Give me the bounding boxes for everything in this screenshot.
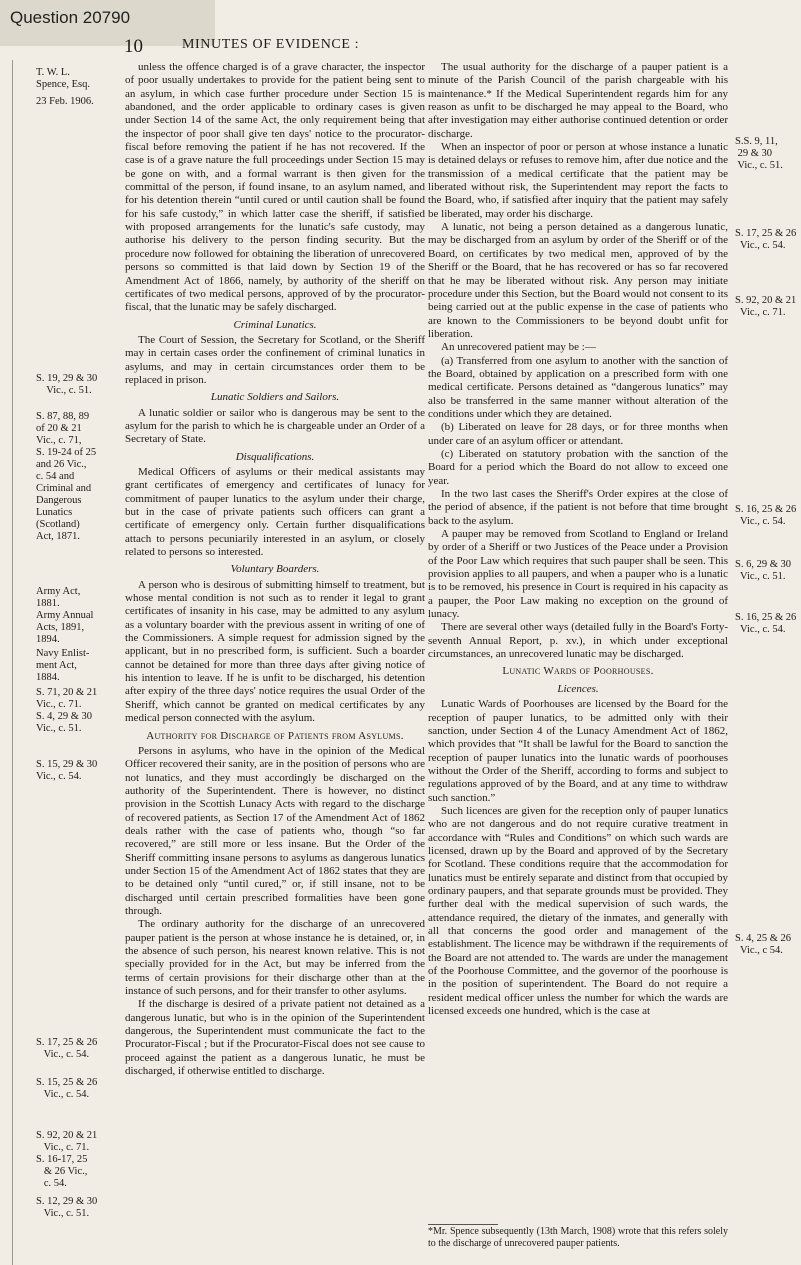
text-column-left [125, 61, 425, 1078]
paragraph: A person who is desirous of submitting himself to treatment, but whose mental condition is not such as to render it legal to grant certificates of insanity in his case, may be admitted to any asylum as a voluntary boarder with the previous assent in writing of one of the Commissioners. A simple request for admission signed by the applicant, but in no prescribed form, is sufficient. Such a boarder cannot be detained for more than three days after giving notice of his intention to leave. If he is unfit to be discharged, his detention after expiry of the three days' notice requires the usual Order of the Sheriff, which cannot be granted on medical certificates by any medical person connected with the asylum. [125, 578, 425, 725]
section-heading: Criminal Lunatics. [233, 318, 317, 331]
paragraph: If the discharge is desired of a private patient not detained as a dangerous lunatic, but who is in the opinion of the Superintendent dangerous, the Superintendent must communicate the fact to the Procurator-Fiscal ; but if the Procurator-Fiscal does not see cause to proceed against the patient as a dangerous lunatic, he must be discharged, if otherwise entitled to discharge. [125, 998, 425, 1078]
section-heading: Voluntary Boarders. [230, 563, 320, 576]
margin-citation: S. 92, 20 & 21 Vic., c. 71. [735, 295, 797, 318]
paragraph: A pauper may be removed from Scotland to England or Ireland by order of a Sheriff or two Justices of the Peace under a Provision of the Poor Law which requires that such pauper shall be seen. This provision applies to all paupers, and when a pauper who is a lunatic is to be removed, his presence in Court is required in his capacity as a pauper, the Poor Law making no exception on the ground of lunacy. [428, 528, 728, 621]
margin-citation: Navy Enlist- ment Act, 1884. [36, 648, 90, 683]
paragraph: Lunatic Wards of Poorhouses are licensed by the Board for the reception of pauper lunatics, to be admitted only with their sanction, under Section 4 of the Lunacy Amendment Act of 1862, which provides that “It shall be lawful for the Board to sanction the reception of pauper lunatics into the lunatic wards of poorhouses without the Order of the Sheriff, according to forms and subject to regulations approved of by the Board, and at any time to withdraw such sanction.” [428, 698, 728, 804]
margin-citation: S. 6, 29 & 30 Vic., c. 51. [735, 559, 792, 582]
paragraph: In the two last cases the Sheriff's Order expires at the close of the period of absence, if the patient is not before that time brought back to the asylum. [428, 488, 728, 527]
paragraph: unless the offence charged is of a grave character, the inspector of poor usually undertakes to provide for the patient being sent to an asylum, in which case further procedure under Section 15 is abandoned, and the order applicable to ordinary cases is given under Section 14 of the same Act, the only requirement being that the inspector of poor shall give ten days' notice to the procurator-fiscal before removing the patient if he has not recovered. If the case is of a grave nature the full proceedings under Section 15 may be gone on with, and a formal warrant is then given for the committal of the person, if found insane, to an asylum named, and for his detention therein “until cured or until caution shall be found for his safe custody,” in which latter case the sheriff, if satisfied with proposed arrangements for the lunatic's safe custody, may authorise his delivery to the person finding security. But the procedure now followed for obtaining the liberation of unrecovered persons so committed is that laid down by Section 19 of the Amendment Act of 1866, namely, by authority of the sheriff on certificates of two medical persons, approved of by the procurator-fiscal, that the lunatic may be safely discharged. [125, 61, 425, 314]
section-heading: Licences. [557, 682, 599, 695]
section-heading: Lunatic Soldiers and Sailors. [210, 391, 340, 404]
margin-citation: S. 15, 29 & 30 Vic., c. 54. [36, 759, 98, 782]
paragraph: A lunatic, not being a person detained as a dangerous lunatic, may be discharged from an asylum by order of the Sheriff or of the Board, on certificates by two medical men, approved of by the Sheriff or the Board, that he has recovered or has so far recovered that he may be liberated without risk. Any person may initiate procedure under this Section, but the Board would not consent to its being carried out at the public expense in the case of patients who are known to the Commissioners to be beyond doubt unfit for liberation. [428, 221, 728, 340]
paragraph: The Court of Session, the Secretary for Scotland, or the Sheriff may in certain cases order the confinement of criminal lunatics in asylums, and may in certain circumstances order them to be replaced in prison. [125, 333, 425, 386]
page-number: 10 [124, 36, 143, 57]
margin-citation: S. 16, 25 & 26 Vic., c. 54. [735, 612, 797, 635]
margin-citation: S. 87, 88, 89 of 20 & 21 Vic., c. 71, S. 19-24 of 25 and 26 Vic., c. 54 and Criminal and Dangerous Lunatics (Scotland) Act, 1871. [36, 411, 97, 542]
margin-citation: T. W. L. Spence, Esq. [36, 67, 90, 90]
margin-citation: S. 17, 25 & 26 Vic., c. 54. [735, 228, 797, 251]
paragraph: Such licences are given for the reception only of pauper lunatics who are not dangerous and do not require curative treatment in accordance with “Rules and Conditions” on which such wards are licensed, drawn up by the Board and approved of by the Secretary for Scotland. These conditions require that the accommodation for lunatics must be entirely separate and distinct from that occupied by ordinary paupers, and that separate grounds must be provided. They further deal with the medical supervision of such wards, the attendance required, the dietary of the inmates, and generally with all that concerns the good order and management of the establishment. The licence may be withdrawn if the requirements of the Board are not attended to. The wards are under the management of the Poorhouse Committee, and the governor of the poorhouse is in the position of superintendent. The Board do not require a resident medical officer unless the number for which the wards are licensed exceeds one hundred, which is the case at [428, 804, 728, 1018]
margin-citation: S.S. 9, 11, 29 & 30 Vic., c. 51. [735, 136, 783, 171]
margin-citation: Army Act, 1881. Army Annual Acts, 1891, 1894. [36, 586, 94, 645]
paragraph: Medical Officers of asylums or their medical assistants may grant certificates of emergency and certificates of lunacy for commitment of pauper lunatics to the asylum under their charge, but in the case of private patients such officers can grant a certificate of emergency only. Certain further disqualifications attach to persons pecuniarily interested in an asylum, or closely related to persons so interested. [125, 465, 425, 559]
section-heading: Authority for Discharge of Patients from Asylums. [146, 729, 404, 742]
margin-citation: S. 17, 25 & 26 Vic., c. 54. [36, 1037, 98, 1060]
footnote: *Mr. Spence subsequently (13th March, 1908) wrote that this refers solely to the discharge of unrecovered pauper patients. [428, 1226, 728, 1249]
paragraph: The usual authority for the discharge of a pauper patient is a minute of the Parish Council of the parish chargeable with his maintenance.* If the Medical Superintendent regards him for any reason as unfit to be discharged he may appeal to the Board, who after investigation may either authorise continued detention or order discharge. [428, 61, 728, 140]
paragraph: A lunatic soldier or sailor who is dangerous may be sent to the asylum for the parish to which he is chargeable under an Order of a Secretary of State. [125, 406, 425, 446]
paragraph: There are several other ways (detailed fully in the Board's Forty-seventh Annual Report, p. xv.), in which under exceptional circumstances, an unrecovered lunatic may be discharged. [428, 621, 728, 661]
paragraph: The ordinary authority for the discharge of an unrecovered pauper patient is the person at whose instance he is detained, or, in the absence of such person, his nearest known relative. This is not specially provided for in the Act, but may be inferred from the terms of certain provisions for their discharge other than at the instance of such persons, and for their transfer to other asylums. [125, 918, 425, 998]
paragraph: (a) Transferred from one asylum to another with the sanction of the Board, obtained by application on a prescribed form with one medical certificate. Persons detained as “dangerous lunatics” may also be transferred in the same manner without alteration of the conditions under which they are detained. [428, 354, 728, 420]
text-column-right [428, 61, 728, 1018]
margin-citation: S. 12, 29 & 30 Vic., c. 51. [36, 1196, 98, 1219]
margin-citation: S. 16, 25 & 26 Vic., c. 54. [735, 504, 797, 527]
margin-citation: S. 92, 20 & 21 Vic., c. 71. S. 16-17, 25 & 26 Vic., c. 54. [36, 1130, 98, 1189]
footnote-rule [428, 1224, 498, 1225]
margin-citation: S. 19, 29 & 30 Vic., c. 51. [36, 373, 98, 396]
section-heading: Disqualifications. [235, 450, 315, 463]
question-label: Question 20790 [10, 8, 131, 27]
paragraph: (b) Liberated on leave for 28 days, or for three months when under care of an asylum officer or attendant. [428, 421, 728, 447]
paragraph: When an inspector of poor or person at whose instance a lunatic is detained delays or refuses to remove him, after due notice and the transmission of a medical certificate that the patient may be liberated without risk, the Superintendent may report the facts to the Board, who, if satisfied after inquiry that the patient may safely be liberated, may order his discharge. [428, 141, 728, 220]
running-title: MINUTES OF EVIDENCE : [182, 37, 360, 52]
paragraph: (c) Liberated on statutory probation with the sanction of the Board for a period which the Board do not allow to exceed one year. [428, 447, 728, 487]
paragraph: An unrecovered patient may be :— [441, 341, 596, 354]
paragraph: Persons in asylums, who have in the opinion of the Medical Officer recovered their sanity, are in the position of persons who are not lunatics, and they must accordingly be discharged on the authority of the Superintendent. There is however, no distinct provision in the Scottish Lunacy Acts with regard to the discharge of recovered patients, as Section 17 of the Amendment Act of 1862 deals rather with the case of patients who, though “so far recovered,” are still more or less insane. But the Order of the Sheriff committing insane persons to asylums as dangerous lunatics under Section 15 of the Amendment Act of 1862 states that they are to be detained only “until cured,” or, if still insane, not to be discharged until certain prescribed formalities have been gone through. [125, 744, 425, 917]
margin-citation: S. 15, 25 & 26 Vic., c. 54. [36, 1077, 98, 1100]
page-edge-rule [12, 60, 13, 1265]
margin-citation: 23 Feb. 1906. [36, 96, 94, 107]
section-heading: Lunatic Wards of Poorhouses. [502, 665, 654, 678]
margin-citation: S. 71, 20 & 21 Vic., c. 71. S. 4, 29 & 30 Vic., c. 51. [36, 687, 98, 734]
margin-citation: S. 4, 25 & 26 Vic., c 54. [735, 933, 792, 956]
